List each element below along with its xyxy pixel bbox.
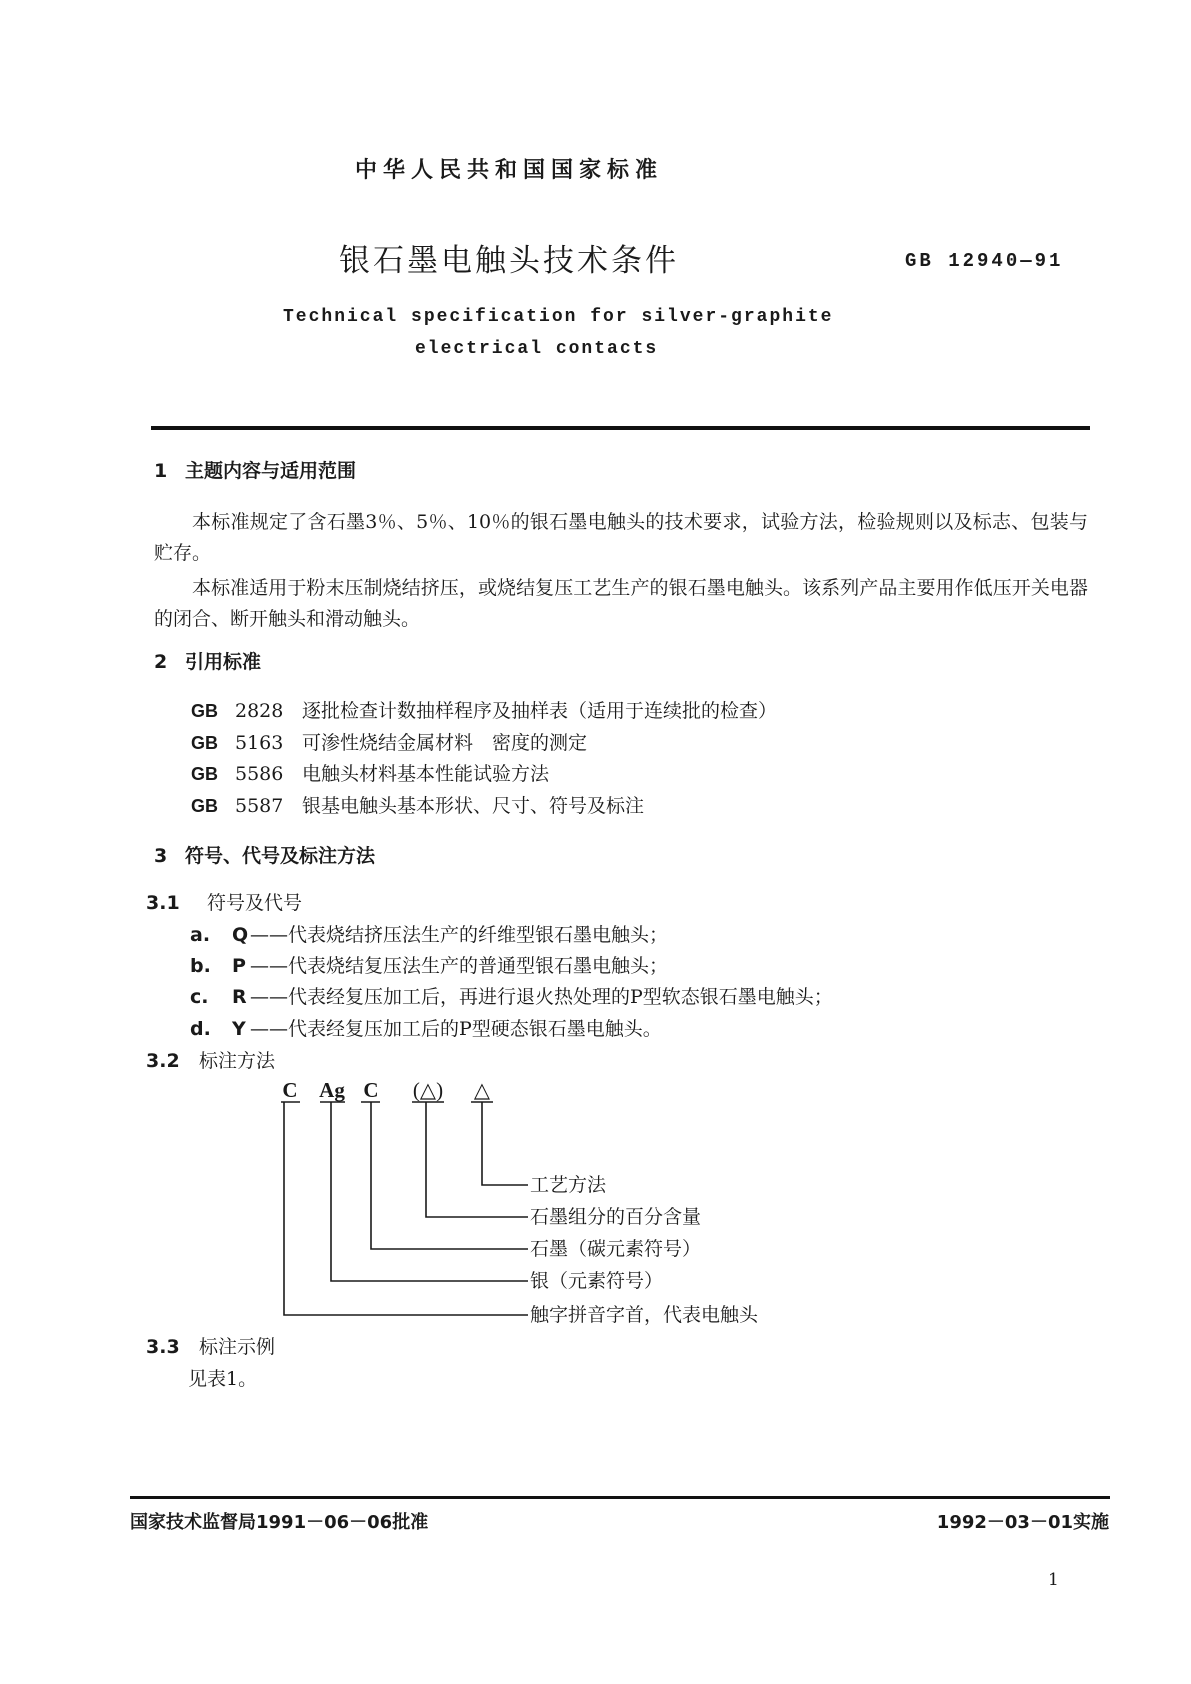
ref-title: 银基电触头基本形状、尺寸、符号及标注: [302, 795, 645, 817]
page-title: 银石墨电触头技术条件: [339, 243, 679, 279]
item-letter: b.: [190, 955, 211, 977]
item-letter: d.: [190, 1018, 211, 1040]
ref-prefix: GB: [191, 796, 218, 816]
leader-line: [284, 1102, 528, 1315]
label-process: 工艺方法: [530, 1174, 607, 1196]
approval-date: 国家技术监督局1991－06－06批准: [130, 1512, 429, 1533]
ref-prefix: GB: [191, 733, 218, 753]
see-table-text: 见表1。: [188, 1368, 258, 1390]
page-number: 1: [1048, 1570, 1059, 1590]
item-text: ——代表烧结复压法生产的普通型银石墨电触头；: [250, 955, 669, 977]
section-1-paragraph-1: 本标准规定了含石墨3％、5％、10％的银石墨电触头的技术要求，试验方法，检验规则以及标志、包装与贮存。: [154, 511, 1088, 564]
item-code: Q: [232, 924, 249, 946]
ref-title: 逐批检查计数抽样程序及抽样表（适用于连续批的检查）: [302, 700, 778, 722]
section-3-3-heading: 标注示例: [199, 1336, 276, 1358]
leader-line: [331, 1102, 528, 1281]
symbol-silver: Ag: [319, 1078, 345, 1102]
label-silver: 银（元素符号）: [530, 1270, 664, 1292]
ref-prefix: GB: [191, 764, 218, 784]
ref-number: 5587: [235, 795, 284, 817]
ref-prefix: GB: [191, 701, 218, 721]
symbol-contact: C: [282, 1078, 298, 1102]
item-code: Y: [232, 1018, 246, 1040]
english-title-line1: Technical specification for silver-graphite: [283, 307, 834, 327]
leader-line: [482, 1102, 528, 1185]
section-1-number: 1: [154, 460, 168, 482]
section-3-number: 3: [154, 845, 168, 867]
item-text: ——代表烧结挤压法生产的纤维型银石墨电触头；: [250, 924, 669, 946]
section-2-number: 2: [154, 651, 168, 673]
leader-line: [426, 1102, 528, 1217]
section-3-1-number: 3.1: [146, 892, 180, 914]
ref-number: 5163: [235, 732, 284, 754]
section-3-2-number: 3.2: [146, 1050, 180, 1072]
ref-number: 5586: [235, 763, 284, 785]
symbol-percentage: (△): [412, 1078, 444, 1102]
footer-divider: [130, 1496, 1110, 1499]
section-3-heading: 符号、代号及标注方法: [185, 845, 376, 867]
label-contact: 触字拼音字首，代表电触头: [530, 1304, 759, 1326]
leader-line: [371, 1102, 528, 1249]
section-1-heading: 主题内容与适用范围: [185, 460, 357, 482]
ref-number: 2828: [235, 700, 284, 722]
label-percentage: 石墨组分的百分含量: [530, 1206, 702, 1228]
item-letter: a.: [190, 924, 211, 946]
section-3-3-number: 3.3: [146, 1336, 180, 1358]
ref-title: 电触头材料基本性能试验方法: [302, 763, 550, 785]
section-3-1-heading: 符号及代号: [207, 892, 303, 914]
section-2-heading: 引用标准: [185, 651, 262, 673]
item-code: R: [232, 986, 247, 1008]
effective-date: 1992－03－01实施: [936, 1512, 1109, 1533]
symbol-process: △: [473, 1078, 491, 1102]
english-title-line2: electrical contacts: [415, 339, 659, 359]
standard-code: GB 12940—91: [905, 250, 1064, 272]
ref-title: 可渗性烧结金属材料 密度的测定: [302, 732, 588, 754]
label-graphite: 石墨（碳元素符号）: [530, 1238, 702, 1260]
item-code: P: [232, 955, 246, 977]
section-3-2-heading: 标注方法: [199, 1050, 276, 1072]
item-letter: c.: [190, 986, 209, 1008]
item-text: ——代表经复压加工后，再进行退火热处理的P型软态银石墨电触头；: [250, 986, 833, 1008]
item-text: ——代表经复压加工后的P型硬态银石墨电触头。: [250, 1018, 662, 1040]
section-1-paragraph-2: 本标准适用于粉末压制烧结挤压，或烧结复压工艺生产的银石墨电触头。该系列产品主要用作低压开关电器的闭合、断开触头和滑动触头。: [154, 577, 1088, 630]
standard-type: 中华人民共和国国家标准: [355, 158, 664, 183]
symbol-graphite: C: [363, 1078, 379, 1102]
